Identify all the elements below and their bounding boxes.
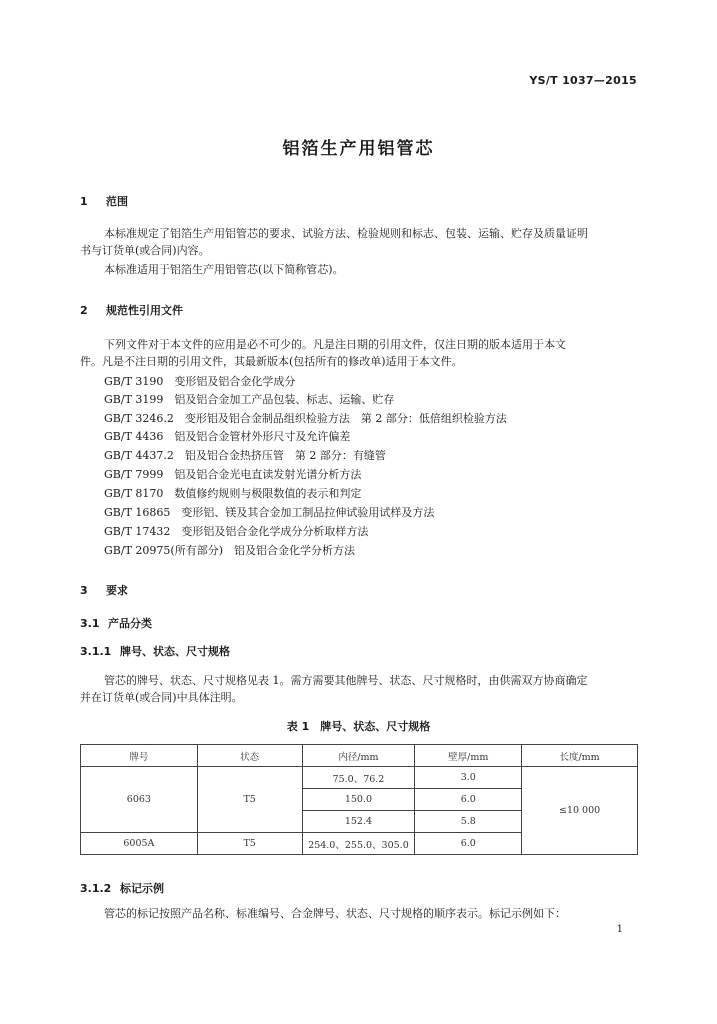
section-1-heading [80,193,128,209]
section-number: 1 [80,195,88,208]
section-number: 3.1.1 [80,645,112,658]
table-row [81,767,638,789]
grade-cell: 6005A [81,833,198,855]
subsection-3-1-1-heading [80,643,230,659]
section-title: 标记示例 [120,882,164,895]
section-title: 范围 [106,195,128,208]
section-number: 3 [80,584,88,597]
temper-cell: T5 [197,833,302,855]
section-title: 牌号、状态、尺寸规格 [120,645,230,658]
classification-paragraph-line-2: 并在订货单(或合同)中具体注明。 [80,691,243,704]
inner-diameter-cell: 75.0、76.2 [302,767,415,789]
reference-item: GB/T 8170 数值修约规则与极限数值的表示和判定 [104,487,362,500]
reference-item: GB/T 7999 铝及铝合金光电直读发射光谱分析方法 [104,468,362,481]
wall-thickness-cell: 3.0 [415,767,522,789]
page-number: 1 [616,924,623,935]
inner-diameter-cell: 150.0 [302,789,415,811]
reference-item: GB/T 16865 变形铝、镁及其合金加工制品拉伸试验用试样及方法 [104,506,435,519]
wall-thickness-cell: 5.8 [415,811,522,833]
table-header-row [81,745,638,767]
header-cell: 内径/mm [302,745,415,767]
normative-intro-line-2: 件。凡是不注日期的引用文件，其最新版本(包括所有的修改单)适用于本文件。 [80,355,463,368]
document-title: 铝箔生产用铝管芯 [282,139,435,159]
scope-paragraph-2: 本标准适用于铝箔生产用铝管芯(以下简称管芯)。 [104,263,344,276]
header-cell: 状态 [197,745,302,767]
reference-item: GB/T 17432 变形铝及铝合金化学成分分析取样方法 [104,525,369,538]
scope-paragraph-line-2: 书与订货单(或合同)内容。 [80,244,210,257]
normative-intro-line-1: 下列文件对于本文件的应用是必不可少的。凡是注日期的引用文件，仅注日期的版本适用于本文 [104,338,566,351]
section-title: 产品分类 [108,617,152,630]
subsection-3-1-2-heading [80,880,164,896]
standard-code: YS/T 1037—2015 [529,74,637,87]
wall-thickness-cell: 6.0 [415,789,522,811]
section-title: 要求 [106,584,128,597]
inner-diameter-cell: 254.0、255.0、305.0 [302,833,415,855]
section-number: 3.1.2 [80,882,112,895]
classification-paragraph-line-1: 管芯的牌号、状态、尺寸规格见表 1。需方需要其他牌号、状态、尺寸规格时，由供需双方协商确定 [104,674,588,687]
header-cell: 壁厚/mm [415,745,522,767]
scope-paragraph-line-1: 本标准规定了铝箔生产用铝管芯的要求、试验方法、检验规则和标志、包装、运输、贮存及质量证明 [104,227,588,240]
section-title: 规范性引用文件 [106,304,183,317]
spec-table [80,744,638,855]
reference-item: GB/T 20975(所有部分) 铝及铝合金化学分析方法 [104,544,355,557]
reference-item: GB/T 4436 铝及铝合金管材外形尺寸及允许偏差 [104,430,351,443]
section-number: 2 [80,304,88,317]
header-cell: 牌号 [81,745,198,767]
subsection-3-1-heading [80,615,152,631]
marking-paragraph: 管芯的标记按照产品名称、标准编号、合金牌号、状态、尺寸规格的顺序表示。标记示例如下： [104,907,566,920]
wall-thickness-cell: 6.0 [415,833,522,855]
reference-item: GB/T 4437.2 铝及铝合金热挤压管 第 2 部分：有缝管 [104,449,386,462]
reference-item: GB/T 3199 铝及铝合金加工产品包装、标志、运输、贮存 [104,393,395,406]
section-number: 3.1 [80,617,100,630]
table-1-caption: 表 1 牌号、状态、尺寸规格 [286,720,431,733]
inner-diameter-cell: 152.4 [302,811,415,833]
grade-cell: 6063 [81,767,198,833]
reference-item: GB/T 3190 变形铝及铝合金化学成分 [104,375,296,388]
length-cell: ≤10 000 [522,767,638,855]
header-cell: 长度/mm [522,745,638,767]
section-3-heading [80,582,128,598]
section-2-heading [80,302,183,318]
temper-cell: T5 [197,767,302,833]
reference-item: GB/T 3246.2 变形铝及铝合金制品组织检验方法 第 2 部分：低倍组织检验方法 [104,412,507,425]
